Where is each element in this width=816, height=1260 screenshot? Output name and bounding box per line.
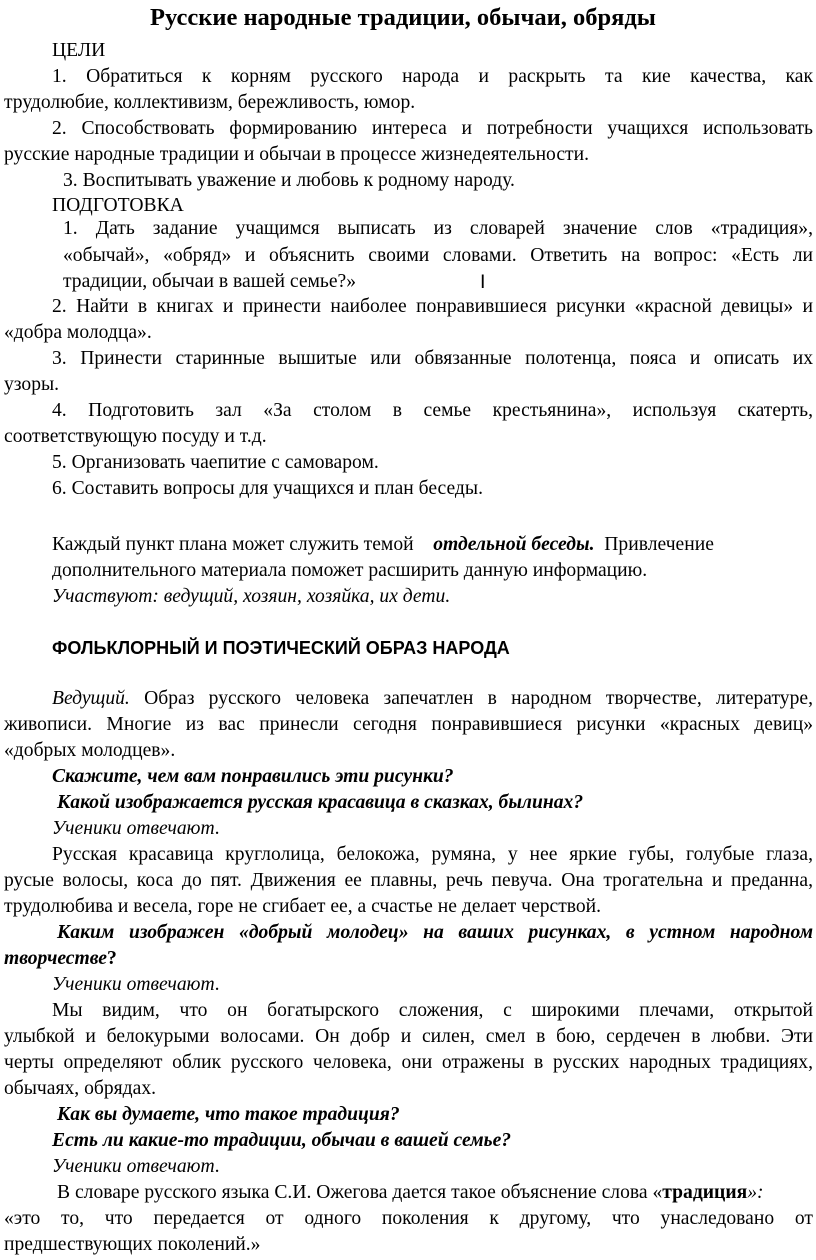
goal-1-line-2: трудолюбие, коллективизм, бережливость, юмор.: [4, 92, 416, 113]
prep-1-line-3: традиции, обычаи в вашей семье?»: [63, 271, 357, 292]
body-p1-line-2: живописи. Многие из вас принесли сегодня понравившиеся рисунки «красных девиц»: [4, 714, 813, 735]
prep-1-line-2: «обычай», «обряд» и объяснить своими словами. Ответить на вопрос: «Есть ли: [63, 245, 813, 266]
answer-1-dot: .: [214, 818, 220, 839]
prep-4-line-2: соответствующую посуду и т.д.: [4, 426, 267, 447]
body-p3-line-3: черты определяют облик русского человека, они отражены в русских народных традициях,: [4, 1052, 813, 1073]
question-3-word: творчестве: [4, 948, 107, 969]
participants: Участвуют: ведущий, хозяин, хозяйка, их дети.: [52, 586, 451, 607]
answer-2: [52, 972, 452, 998]
note-line-1-start: Каждый пункт плана может служить темой: [52, 534, 414, 555]
prep-6: 6. Составить вопросы для учащихся и план беседы.: [52, 478, 483, 499]
goal-1-line-1: 1. Обратиться к корням русского народа и раскрыть та кие качества, как: [52, 66, 813, 87]
body-p3-line-4: обычаях, обрядах.: [4, 1078, 157, 1099]
note-emphasis: отдельной беседы.: [433, 534, 595, 555]
body-p4-line-3: предшествующих поколений.»: [4, 1234, 261, 1255]
answer-3: [52, 1154, 452, 1180]
body-p4-line-1-end: »:: [747, 1182, 764, 1203]
answer-2-text: Ученики отвечают: [52, 974, 215, 995]
question-2: Какой изображается русская красавица в сказках, былинах?: [57, 792, 584, 813]
question-5: Есть ли какие-то традиции, обычаи в вашей семье?: [52, 1130, 512, 1151]
body-p4-line-1: [57, 1180, 813, 1206]
note-line-1: [52, 532, 813, 558]
goal-2-line-2: русские народные традиции и обычаи в процессе жизнедеятельности.: [4, 144, 589, 165]
note-line-1-end: Привлечение: [604, 534, 714, 555]
body-p1-line-3: «добрых молодцев».: [4, 740, 176, 761]
prep-4-line-1: 4. Подготовить зал «За столом в семье крестьянина», используя скатерть,: [52, 400, 813, 421]
prep-label: ПОДГОТОВКА: [52, 195, 184, 216]
body-p3-line-2: улыбкой и белокурыми волосами. Он добр и силен, смел в бою, сердечен в любви. Эти: [4, 1026, 813, 1047]
text-cursor: I: [480, 271, 486, 293]
prep-3-line-2: узоры.: [4, 374, 60, 395]
prep-5: 5. Организовать чаепитие с самоваром.: [52, 452, 379, 473]
note-line-2: дополнительного материала поможет расширить данную информацию.: [52, 560, 648, 581]
answer-3-text: Ученики отвечают: [52, 1156, 215, 1177]
host-label: Ведущий.: [52, 688, 130, 709]
question-3-mark: ?: [106, 948, 117, 969]
prep-3-line-1: 3. Принести старинные вышитые или обвязанные полотенца, пояса и описать их: [52, 348, 813, 369]
prep-2-line-1: 2. Найти в книгах и принести наиболее понравившиеся рисунки «красной девицы» и: [52, 296, 813, 317]
question-3-line-1: Каким изображен «добрый молодец» на ваших рисунках, в устном народном: [57, 922, 813, 943]
section-heading: ФОЛЬКЛОРНЫЙ И ПОЭТИЧЕСКИЙ ОБРАЗ НАРОДА: [52, 638, 510, 658]
answer-1-text: Ученики отвечают: [52, 818, 215, 839]
question-1: Скажите, чем вам понравились эти рисунки?: [52, 766, 454, 787]
answer-1: [52, 816, 452, 842]
body-p2-line-1: Русская красавица круглолица, белокожа, румяна, у нее яркие губы, голубые глаза,: [52, 844, 813, 865]
prep-2-line-2: «добра молодца».: [4, 322, 152, 343]
answer-2-dot: .: [214, 974, 220, 995]
goal-3: 3. Воспитывать уважение и любовь к родному народу.: [63, 170, 515, 191]
body-p4-line-2: «это то, что передается от одного поколения к другому, что унаследовано от: [4, 1208, 813, 1229]
answer-3-dot: .: [214, 1156, 220, 1177]
goal-2-line-1: 2. Способствовать формированию интереса и потребности учащихся использовать: [52, 118, 813, 139]
question-4: Как вы думаете, что такое традиция?: [57, 1104, 400, 1125]
page-title: Русские народные традиции, обычаи, обряды: [150, 4, 656, 31]
goals-label: ЦЕЛИ: [52, 40, 106, 61]
body-p3-line-1: Мы видим, что он богатырского сложения, с широкими плечами, открытой: [52, 1000, 813, 1021]
term-tradition: традиция: [662, 1182, 748, 1203]
body-p1-line-1: [52, 686, 813, 712]
body-p4-line-1-start: В словаре русского языка С.И. Ожегова дается такое объяснение слова «: [57, 1182, 663, 1203]
body-p2-line-2: русые волосы, коса до пят. Движения ее плавны, речь певуча. Она трогательна и преданна,: [4, 870, 813, 891]
body-p1-line-1-text: Образ русского человека запечатлен в народном творчестве, литературе,: [144, 688, 813, 709]
body-p2-line-3: трудолюбива и весела, горе не сгибает ее, а счастье не делает черствой.: [4, 896, 602, 917]
prep-1-line-1: 1. Дать задание учащимся выписать из словарей значение слов «традиция»,: [63, 218, 813, 239]
question-3-line-2: [4, 946, 304, 972]
